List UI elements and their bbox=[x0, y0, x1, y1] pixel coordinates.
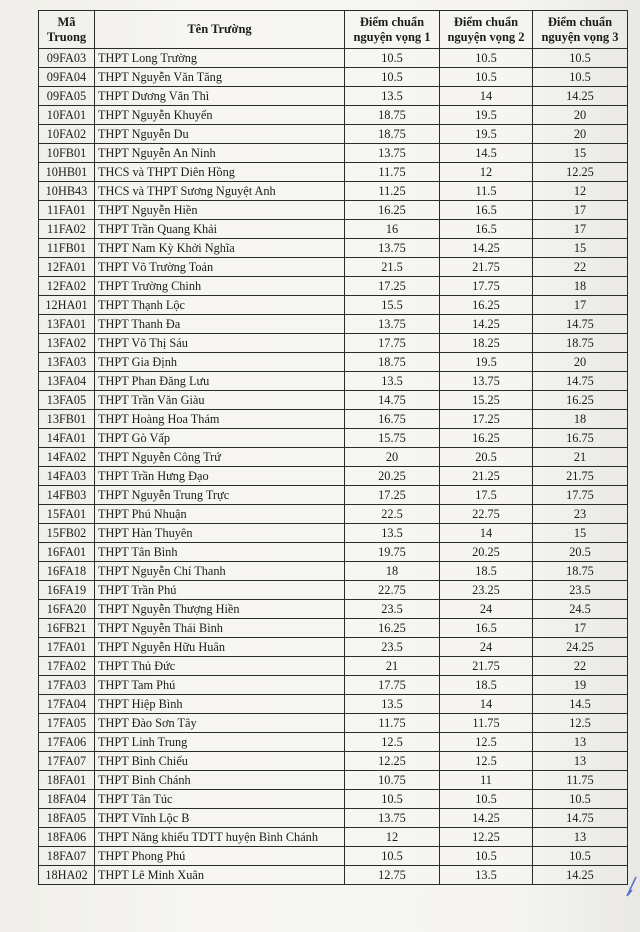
school-code-cell: 10HB43 bbox=[39, 182, 95, 201]
school-code-cell: 09FA03 bbox=[39, 49, 95, 68]
header-s1-line2: nguyện vọng 1 bbox=[353, 29, 431, 44]
school-name-cell: THPT Nam Kỳ Khởi Nghĩa bbox=[95, 239, 345, 258]
school-code-cell: 16FA20 bbox=[39, 600, 95, 619]
school-code-cell: 18FA06 bbox=[39, 828, 95, 847]
score-choice-2-cell: 24 bbox=[440, 638, 533, 657]
school-name-cell: THPT Vĩnh Lộc B bbox=[95, 809, 345, 828]
school-code-cell: 10HB01 bbox=[39, 163, 95, 182]
score-choice-2-cell: 11.5 bbox=[440, 182, 533, 201]
score-choice-1-cell: 16.25 bbox=[345, 619, 440, 638]
score-choice-1-cell: 12.75 bbox=[345, 866, 440, 885]
school-name-cell: THPT Tam Phú bbox=[95, 676, 345, 695]
score-choice-2-cell: 15.25 bbox=[440, 391, 533, 410]
school-name-cell: THPT Nguyễn Chí Thanh bbox=[95, 562, 345, 581]
table-row bbox=[39, 733, 628, 752]
score-choice-2-cell: 16.5 bbox=[440, 619, 533, 638]
table-row bbox=[39, 353, 628, 372]
score-choice-3-cell: 23.5 bbox=[533, 581, 628, 600]
score-choice-3-cell: 17 bbox=[533, 619, 628, 638]
score-choice-2-cell: 24 bbox=[440, 600, 533, 619]
score-choice-3-cell: 24.5 bbox=[533, 600, 628, 619]
table-row bbox=[39, 87, 628, 106]
school-code-cell: 13FA01 bbox=[39, 315, 95, 334]
school-name-cell: THPT Nguyễn Hiền bbox=[95, 201, 345, 220]
table-row bbox=[39, 581, 628, 600]
table-row bbox=[39, 125, 628, 144]
school-code-cell: 15FB02 bbox=[39, 524, 95, 543]
header-s2-line2: nguyện vọng 2 bbox=[447, 29, 525, 44]
header-row bbox=[39, 11, 628, 49]
school-name-cell: THPT Trần Quang Khải bbox=[95, 220, 345, 239]
school-name-cell: THPT Tân Bình bbox=[95, 543, 345, 562]
score-choice-2-cell: 11 bbox=[440, 771, 533, 790]
header-score-choice-2 bbox=[440, 11, 533, 49]
school-code-cell: 13FA04 bbox=[39, 372, 95, 391]
score-choice-1-cell: 15.5 bbox=[345, 296, 440, 315]
table-row bbox=[39, 638, 628, 657]
score-choice-3-cell: 21.75 bbox=[533, 467, 628, 486]
table-row bbox=[39, 562, 628, 581]
score-choice-1-cell: 18.75 bbox=[345, 106, 440, 125]
school-name-cell: THPT Nguyễn Công Trứ bbox=[95, 448, 345, 467]
score-choice-1-cell: 21.5 bbox=[345, 258, 440, 277]
table-row bbox=[39, 505, 628, 524]
score-choice-1-cell: 17.25 bbox=[345, 486, 440, 505]
score-choice-2-cell: 12.5 bbox=[440, 752, 533, 771]
score-choice-3-cell: 15 bbox=[533, 144, 628, 163]
score-choice-3-cell: 23 bbox=[533, 505, 628, 524]
school-name-cell: THPT Thủ Đức bbox=[95, 657, 345, 676]
school-name-cell: THPT Nguyễn Thái Bình bbox=[95, 619, 345, 638]
score-choice-1-cell: 10.5 bbox=[345, 49, 440, 68]
score-choice-2-cell: 14 bbox=[440, 524, 533, 543]
score-choice-3-cell: 13 bbox=[533, 733, 628, 752]
header-code-line1: Mã bbox=[57, 14, 76, 29]
school-code-cell: 18FA04 bbox=[39, 790, 95, 809]
table-row bbox=[39, 296, 628, 315]
score-choice-3-cell: 14.75 bbox=[533, 315, 628, 334]
school-code-cell: 16FA18 bbox=[39, 562, 95, 581]
table-row bbox=[39, 315, 628, 334]
score-choice-2-cell: 10.5 bbox=[440, 68, 533, 87]
school-code-cell: 15FA01 bbox=[39, 505, 95, 524]
school-name-cell: THPT Trần Hưng Đạo bbox=[95, 467, 345, 486]
score-choice-3-cell: 15 bbox=[533, 239, 628, 258]
table-row bbox=[39, 68, 628, 87]
school-name-cell: THCS và THPT Sương Nguyệt Anh bbox=[95, 182, 345, 201]
table-row bbox=[39, 809, 628, 828]
score-choice-1-cell: 10.75 bbox=[345, 771, 440, 790]
score-choice-1-cell: 20.25 bbox=[345, 467, 440, 486]
score-choice-2-cell: 10.5 bbox=[440, 847, 533, 866]
table-body bbox=[39, 49, 628, 885]
school-name-cell: THPT Đào Sơn Tây bbox=[95, 714, 345, 733]
header-s3-line2: nguyện vọng 3 bbox=[541, 29, 619, 44]
school-name-cell: THPT Nguyễn Thượng Hiền bbox=[95, 600, 345, 619]
school-name-cell: THPT Long Trường bbox=[95, 49, 345, 68]
score-choice-3-cell: 15 bbox=[533, 524, 628, 543]
score-choice-3-cell: 13 bbox=[533, 828, 628, 847]
table-row bbox=[39, 220, 628, 239]
score-choice-1-cell: 22.5 bbox=[345, 505, 440, 524]
school-name-cell: THPT Nguyễn An Ninh bbox=[95, 144, 345, 163]
score-choice-2-cell: 20.5 bbox=[440, 448, 533, 467]
school-name-cell: THPT Võ Trường Toản bbox=[95, 258, 345, 277]
school-code-cell: 14FA03 bbox=[39, 467, 95, 486]
school-code-cell: 17FA02 bbox=[39, 657, 95, 676]
school-name-cell: THPT Hoàng Hoa Thám bbox=[95, 410, 345, 429]
table-row bbox=[39, 866, 628, 885]
score-choice-1-cell: 10.5 bbox=[345, 847, 440, 866]
score-choice-2-cell: 18.25 bbox=[440, 334, 533, 353]
school-code-cell: 11FA01 bbox=[39, 201, 95, 220]
school-code-cell: 18HA02 bbox=[39, 866, 95, 885]
score-choice-3-cell: 17 bbox=[533, 201, 628, 220]
header-code-line2: Truong bbox=[46, 29, 87, 44]
score-choice-1-cell: 10.5 bbox=[345, 790, 440, 809]
score-choice-3-cell: 16.75 bbox=[533, 429, 628, 448]
school-code-cell: 10FA01 bbox=[39, 106, 95, 125]
score-choice-3-cell: 19 bbox=[533, 676, 628, 695]
table-row bbox=[39, 163, 628, 182]
header-score-choice-3 bbox=[533, 11, 628, 49]
school-code-cell: 16FA19 bbox=[39, 581, 95, 600]
header-s2-line1: Điểm chuẩn bbox=[453, 14, 519, 29]
table-row bbox=[39, 828, 628, 847]
school-code-cell: 14FA02 bbox=[39, 448, 95, 467]
school-code-cell: 13FA02 bbox=[39, 334, 95, 353]
school-name-cell: THPT Nguyễn Trung Trực bbox=[95, 486, 345, 505]
school-code-cell: 12HA01 bbox=[39, 296, 95, 315]
school-name-cell: THPT Trần Phú bbox=[95, 581, 345, 600]
score-choice-3-cell: 14.25 bbox=[533, 866, 628, 885]
score-choice-3-cell: 21 bbox=[533, 448, 628, 467]
school-code-cell: 14FB03 bbox=[39, 486, 95, 505]
score-choice-1-cell: 16.75 bbox=[345, 410, 440, 429]
score-choice-1-cell: 13.75 bbox=[345, 239, 440, 258]
school-name-cell: THPT Linh Trung bbox=[95, 733, 345, 752]
table-row bbox=[39, 201, 628, 220]
header-school-code bbox=[39, 11, 95, 49]
score-choice-1-cell: 13.75 bbox=[345, 315, 440, 334]
school-code-cell: 12FA02 bbox=[39, 277, 95, 296]
score-choice-3-cell: 24.25 bbox=[533, 638, 628, 657]
table-row bbox=[39, 752, 628, 771]
score-choice-2-cell: 22.75 bbox=[440, 505, 533, 524]
score-choice-1-cell: 12.5 bbox=[345, 733, 440, 752]
score-choice-2-cell: 16.5 bbox=[440, 201, 533, 220]
school-code-cell: 17FA03 bbox=[39, 676, 95, 695]
score-choice-3-cell: 20 bbox=[533, 106, 628, 125]
score-choice-2-cell: 14.5 bbox=[440, 144, 533, 163]
score-choice-3-cell: 12 bbox=[533, 182, 628, 201]
school-name-cell: THPT Bình Chánh bbox=[95, 771, 345, 790]
school-code-cell: 10FA02 bbox=[39, 125, 95, 144]
score-choice-2-cell: 14 bbox=[440, 695, 533, 714]
score-choice-2-cell: 16.25 bbox=[440, 296, 533, 315]
school-code-cell: 14FA01 bbox=[39, 429, 95, 448]
score-choice-3-cell: 10.5 bbox=[533, 790, 628, 809]
score-choice-1-cell: 17.75 bbox=[345, 676, 440, 695]
score-choice-1-cell: 23.5 bbox=[345, 638, 440, 657]
score-choice-1-cell: 10.5 bbox=[345, 68, 440, 87]
score-choice-2-cell: 17.25 bbox=[440, 410, 533, 429]
score-choice-1-cell: 16.25 bbox=[345, 201, 440, 220]
table-row bbox=[39, 467, 628, 486]
school-name-cell: THPT Dương Văn Thì bbox=[95, 87, 345, 106]
table-row bbox=[39, 657, 628, 676]
school-name-cell: THPT Nguyễn Hữu Huân bbox=[95, 638, 345, 657]
table-row bbox=[39, 448, 628, 467]
school-code-cell: 13FA03 bbox=[39, 353, 95, 372]
table-row bbox=[39, 239, 628, 258]
table-row bbox=[39, 334, 628, 353]
score-choice-1-cell: 17.75 bbox=[345, 334, 440, 353]
table-row bbox=[39, 790, 628, 809]
score-choice-3-cell: 11.75 bbox=[533, 771, 628, 790]
school-name-cell: THPT Hiệp Bình bbox=[95, 695, 345, 714]
header-s3-line1: Điểm chuẩn bbox=[547, 14, 613, 29]
score-choice-2-cell: 10.5 bbox=[440, 790, 533, 809]
score-choice-2-cell: 21.25 bbox=[440, 467, 533, 486]
score-choice-1-cell: 12 bbox=[345, 828, 440, 847]
header-school-name: Tên Trường bbox=[95, 11, 345, 49]
score-choice-3-cell: 14.75 bbox=[533, 809, 628, 828]
score-choice-1-cell: 13.5 bbox=[345, 87, 440, 106]
score-choice-2-cell: 10.5 bbox=[440, 49, 533, 68]
score-choice-2-cell: 17.75 bbox=[440, 277, 533, 296]
score-choice-2-cell: 18.5 bbox=[440, 562, 533, 581]
table-row bbox=[39, 600, 628, 619]
school-code-cell: 18FA05 bbox=[39, 809, 95, 828]
score-choice-3-cell: 12.25 bbox=[533, 163, 628, 182]
school-name-cell: THPT Nguyễn Văn Tăng bbox=[95, 68, 345, 87]
school-name-cell: THCS và THPT Diên Hồng bbox=[95, 163, 345, 182]
table-row bbox=[39, 106, 628, 125]
score-choice-1-cell: 19.75 bbox=[345, 543, 440, 562]
school-code-cell: 17FA06 bbox=[39, 733, 95, 752]
score-choice-1-cell: 18.75 bbox=[345, 125, 440, 144]
score-choice-2-cell: 20.25 bbox=[440, 543, 533, 562]
score-choice-3-cell: 18 bbox=[533, 277, 628, 296]
school-name-cell: THPT Nguyễn Khuyến bbox=[95, 106, 345, 125]
score-choice-2-cell: 14 bbox=[440, 87, 533, 106]
score-choice-2-cell: 16.5 bbox=[440, 220, 533, 239]
score-choice-3-cell: 14.5 bbox=[533, 695, 628, 714]
score-choice-3-cell: 17 bbox=[533, 296, 628, 315]
school-code-cell: 17FA04 bbox=[39, 695, 95, 714]
score-choice-1-cell: 16 bbox=[345, 220, 440, 239]
score-choice-1-cell: 18.75 bbox=[345, 353, 440, 372]
table-row bbox=[39, 391, 628, 410]
school-name-cell: THPT Trường Chinh bbox=[95, 277, 345, 296]
score-choice-1-cell: 13.5 bbox=[345, 372, 440, 391]
score-choice-2-cell: 19.5 bbox=[440, 106, 533, 125]
score-choice-3-cell: 18.75 bbox=[533, 562, 628, 581]
score-choice-2-cell: 19.5 bbox=[440, 125, 533, 144]
score-choice-2-cell: 12.5 bbox=[440, 733, 533, 752]
score-choice-3-cell: 14.25 bbox=[533, 87, 628, 106]
school-name-cell: THPT Võ Thị Sáu bbox=[95, 334, 345, 353]
score-choice-1-cell: 15.75 bbox=[345, 429, 440, 448]
score-choice-1-cell: 13.75 bbox=[345, 144, 440, 163]
header-score-choice-1 bbox=[345, 11, 440, 49]
school-code-cell: 18FA07 bbox=[39, 847, 95, 866]
score-choice-1-cell: 14.75 bbox=[345, 391, 440, 410]
school-name-cell: THPT Nguyễn Du bbox=[95, 125, 345, 144]
score-choice-2-cell: 12 bbox=[440, 163, 533, 182]
score-choice-1-cell: 11.75 bbox=[345, 163, 440, 182]
score-choice-2-cell: 14.25 bbox=[440, 809, 533, 828]
table-row bbox=[39, 847, 628, 866]
table-row bbox=[39, 49, 628, 68]
school-name-cell: THPT Gò Vấp bbox=[95, 429, 345, 448]
score-choice-1-cell: 12.25 bbox=[345, 752, 440, 771]
score-choice-1-cell: 18 bbox=[345, 562, 440, 581]
score-choice-3-cell: 22 bbox=[533, 657, 628, 676]
score-choice-2-cell: 14.25 bbox=[440, 315, 533, 334]
score-choice-2-cell: 16.25 bbox=[440, 429, 533, 448]
score-choice-1-cell: 22.75 bbox=[345, 581, 440, 600]
school-code-cell: 17FA07 bbox=[39, 752, 95, 771]
score-choice-1-cell: 17.25 bbox=[345, 277, 440, 296]
score-choice-2-cell: 13.75 bbox=[440, 372, 533, 391]
score-choice-2-cell: 21.75 bbox=[440, 258, 533, 277]
table-row bbox=[39, 695, 628, 714]
score-choice-3-cell: 17.75 bbox=[533, 486, 628, 505]
score-choice-3-cell: 18.75 bbox=[533, 334, 628, 353]
score-choice-1-cell: 20 bbox=[345, 448, 440, 467]
school-name-cell: THPT Lê Minh Xuân bbox=[95, 866, 345, 885]
admission-scores-table bbox=[38, 10, 628, 885]
school-code-cell: 11FB01 bbox=[39, 239, 95, 258]
table-row bbox=[39, 429, 628, 448]
school-name-cell: THPT Tân Túc bbox=[95, 790, 345, 809]
score-choice-2-cell: 17.5 bbox=[440, 486, 533, 505]
table-row bbox=[39, 144, 628, 163]
table-row bbox=[39, 486, 628, 505]
score-choice-1-cell: 11.75 bbox=[345, 714, 440, 733]
header-s1-line1: Điểm chuẩn bbox=[359, 14, 425, 29]
table-header bbox=[39, 11, 628, 49]
score-choice-2-cell: 23.25 bbox=[440, 581, 533, 600]
table-row bbox=[39, 258, 628, 277]
score-choice-2-cell: 19.5 bbox=[440, 353, 533, 372]
score-choice-3-cell: 10.5 bbox=[533, 68, 628, 87]
table-row bbox=[39, 524, 628, 543]
school-name-cell: THPT Hàn Thuyên bbox=[95, 524, 345, 543]
school-code-cell: 11FA02 bbox=[39, 220, 95, 239]
score-choice-2-cell: 12.25 bbox=[440, 828, 533, 847]
school-code-cell: 13FB01 bbox=[39, 410, 95, 429]
table-row bbox=[39, 277, 628, 296]
score-choice-3-cell: 20 bbox=[533, 353, 628, 372]
school-code-cell: 09FA04 bbox=[39, 68, 95, 87]
score-choice-2-cell: 18.5 bbox=[440, 676, 533, 695]
score-choice-2-cell: 14.25 bbox=[440, 239, 533, 258]
table-row bbox=[39, 771, 628, 790]
table-row bbox=[39, 619, 628, 638]
score-choice-3-cell: 22 bbox=[533, 258, 628, 277]
school-code-cell: 12FA01 bbox=[39, 258, 95, 277]
school-name-cell: THPT Gia Định bbox=[95, 353, 345, 372]
score-choice-3-cell: 16.25 bbox=[533, 391, 628, 410]
score-choice-3-cell: 13 bbox=[533, 752, 628, 771]
score-choice-1-cell: 13.5 bbox=[345, 695, 440, 714]
score-choice-1-cell: 21 bbox=[345, 657, 440, 676]
score-choice-3-cell: 20 bbox=[533, 125, 628, 144]
school-name-cell: THPT Thạnh Lộc bbox=[95, 296, 345, 315]
score-choice-3-cell: 10.5 bbox=[533, 49, 628, 68]
score-choice-1-cell: 13.75 bbox=[345, 809, 440, 828]
score-choice-2-cell: 11.75 bbox=[440, 714, 533, 733]
table-row bbox=[39, 182, 628, 201]
score-choice-2-cell: 13.5 bbox=[440, 866, 533, 885]
school-name-cell: THPT Phong Phú bbox=[95, 847, 345, 866]
score-choice-3-cell: 12.5 bbox=[533, 714, 628, 733]
score-choice-3-cell: 20.5 bbox=[533, 543, 628, 562]
score-choice-3-cell: 17 bbox=[533, 220, 628, 239]
school-code-cell: 17FA01 bbox=[39, 638, 95, 657]
score-choice-3-cell: 10.5 bbox=[533, 847, 628, 866]
school-name-cell: THPT Phú Nhuận bbox=[95, 505, 345, 524]
table-row bbox=[39, 372, 628, 391]
school-name-cell: THPT Thanh Đa bbox=[95, 315, 345, 334]
school-code-cell: 16FA01 bbox=[39, 543, 95, 562]
school-code-cell: 10FB01 bbox=[39, 144, 95, 163]
school-name-cell: THPT Phan Đăng Lưu bbox=[95, 372, 345, 391]
school-code-cell: 16FB21 bbox=[39, 619, 95, 638]
score-choice-2-cell: 21.75 bbox=[440, 657, 533, 676]
school-code-cell: 09FA05 bbox=[39, 87, 95, 106]
school-code-cell: 17FA05 bbox=[39, 714, 95, 733]
score-choice-3-cell: 14.75 bbox=[533, 372, 628, 391]
school-name-cell: THPT Trần Văn Giàu bbox=[95, 391, 345, 410]
score-choice-3-cell: 18 bbox=[533, 410, 628, 429]
score-choice-1-cell: 11.25 bbox=[345, 182, 440, 201]
table-row bbox=[39, 714, 628, 733]
score-choice-1-cell: 23.5 bbox=[345, 600, 440, 619]
table-row bbox=[39, 410, 628, 429]
score-choice-1-cell: 13.5 bbox=[345, 524, 440, 543]
school-code-cell: 18FA01 bbox=[39, 771, 95, 790]
pen-mark-icon bbox=[624, 876, 638, 898]
table-row bbox=[39, 543, 628, 562]
table-row bbox=[39, 676, 628, 695]
school-name-cell: THPT Năng khiếu TDTT huyện Bình Chánh bbox=[95, 828, 345, 847]
school-name-cell: THPT Bình Chiểu bbox=[95, 752, 345, 771]
school-code-cell: 13FA05 bbox=[39, 391, 95, 410]
